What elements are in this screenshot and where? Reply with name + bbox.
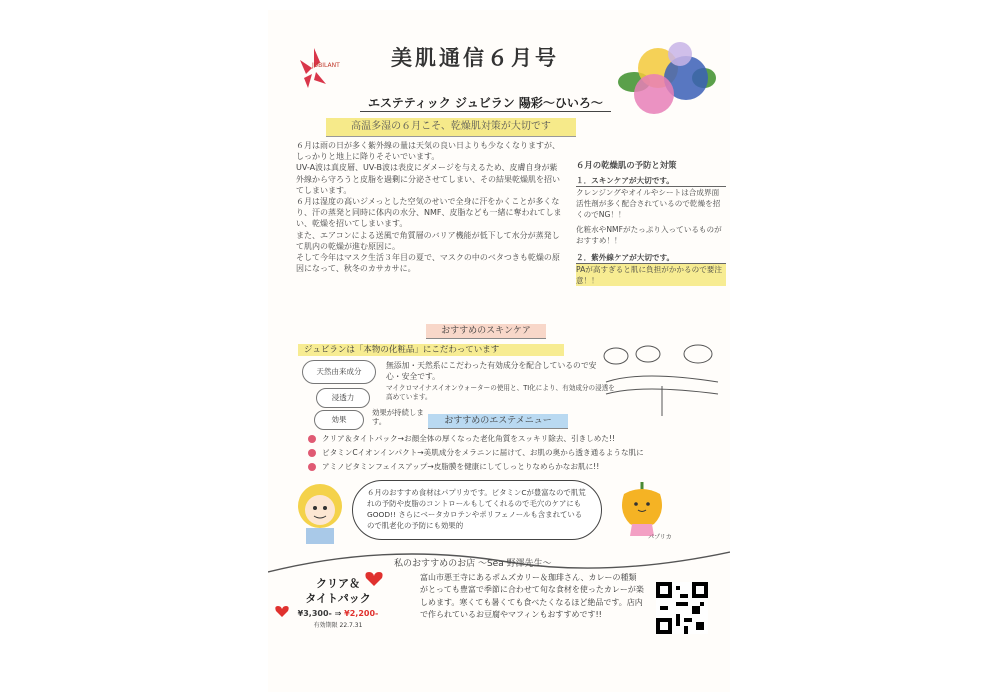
tip-uv-body: PAが高すぎると肌に負担がかかるので要注意！！ [576, 264, 726, 286]
bullet-icon [308, 449, 316, 457]
cloud-natural: 天然由来成分 [302, 360, 376, 384]
list-item [308, 432, 728, 446]
heart-icon [364, 570, 384, 588]
tip-skincare-body: クレンジングやオイルやシートは合成界面活性剤が多く配合されているので乾燥を招くのでNG！！ [576, 188, 721, 219]
list-item [308, 460, 728, 474]
price-old: ¥3,300- [297, 609, 332, 618]
tip-uv-title: ２．紫外線ケアが大切です。 [576, 252, 726, 264]
skincare-mini-description: マイクロマイナスイオンウォーターの使用と、TI化により、有効成分の浸透を高めています。 [386, 384, 615, 401]
intro-paragraph: そして今年はマスク生活３年目の夏で、マスクの中のベタつきも乾燥の原因になって、秋冬のカサカサに。 [296, 253, 560, 274]
bullet-icon [308, 435, 316, 443]
menu-item-desc: →皮脂膜を健康にしてしっとりなめらかなお肌に!! [427, 462, 600, 471]
hydrangea-illustration [614, 38, 718, 122]
menu-item-desc: →お顔全体の厚くなった老化角質をスッキリ除去、引きしめた!! [397, 434, 616, 443]
intro-paragraph: ６月は雨の日が多く紫外線の量は天気の良い日よりも少なくなりますが、しっかりと地上に降りそそいでいます。 [296, 141, 560, 162]
recommended-skincare-heading: おすすめのスキンケア [426, 324, 546, 339]
price-new: ¥2,200- [344, 609, 379, 618]
jubilant-line: ジュビランは「本物の化粧品」にこだわっています [298, 344, 564, 356]
qr-code[interactable] [656, 582, 708, 634]
tip-skincare-title: １．スキンケアが大切です。 [576, 175, 726, 187]
menu-item-name: ビタミンCイオンインパクト [322, 448, 418, 457]
promo-price [284, 609, 392, 618]
price-arrow: ⇒ [334, 609, 342, 618]
paprika-icon [612, 478, 672, 538]
tip-skincare-body2: 化粧水やNMFがたっぷり入っているものがおすすめ！！ [576, 225, 722, 245]
paprika-label: パプリカ [648, 534, 672, 541]
cloud-penetration: 浸透力 [316, 388, 370, 408]
promo-expiry: 有効期限 22.7.31 [313, 622, 363, 629]
menu-item-name: アミノビタミンフェイスアップ [322, 462, 428, 471]
intro-paragraph: ６月は湿度の高いジメっとした空気のせいで全身に汗をかくことが多くなり、汗の蒸発と同時に体内の水分、NMF、皮脂なども一緒に奪われてしまい、乾燥を招いてしまいます。 [296, 197, 562, 229]
headline-banner: 高温多湿の６月こそ、乾燥肌対策が大切です [326, 118, 576, 137]
skincare-description: 無添加・天然系にこだわった有効成分を配合しているので安心・安全です。 [386, 361, 597, 381]
newsletter-title: 美肌通信６月号 [391, 46, 559, 70]
logo-text: JUBILANT [312, 62, 340, 69]
recommended-esthe-heading: おすすめのエステメニュー [428, 414, 568, 429]
shop-text: 富山市悪王寺にあるポムズカリー＆珈琲さん、カレーの種類がとっても豊富で季節に合わせて旬な食材を使ったカレーが楽しめます。寒くても暑くても食べたくなるほど絶品です。店内で作られているお豆腐やマフィンもおすすめです!! [420, 573, 644, 620]
heart-icon [274, 604, 290, 618]
list-item [308, 446, 728, 460]
newsletter-sheet [268, 10, 730, 692]
promo-name-1: クリア＆ [316, 577, 360, 590]
intro-text [296, 140, 564, 274]
logo-icon [294, 44, 334, 94]
esthe-menu-list [308, 432, 728, 474]
bullet-icon [308, 463, 316, 471]
intro-paragraph: UV-A波は真皮層、UV-B波は表皮にダメージを与えるため、皮膚自身が紫外線から守ろうと皮脂を過剰に分泌させてしまい、その結果乾燥肌を招いてしまいます。 [296, 163, 560, 195]
food-speech-bubble: ６月のおすすめ食材はパプリカです。ビタミンCが豊富なので肌荒れの予防や皮脂のコントロールもしてくれるので毛穴のケアにもGOOD!! さらにベータカロテンやポリフェノールも含まれているので肌老化の予防にも効果的 [352, 480, 602, 540]
promo-name-2: タイトパック [305, 592, 371, 605]
skin-diagram [602, 336, 722, 422]
menu-item-name: クリア＆タイトパック [322, 434, 398, 443]
menu-item-desc: →美肌成分をメラニンに届けて、お肌の奥から透き通るような肌に [417, 448, 644, 457]
prevention-section [576, 160, 726, 286]
shop-heading: 私のおすすめのお店 〜Sea 野澤先生〜 [394, 559, 552, 569]
intro-paragraph: また、エアコンによる送風で角質層のバリア機能が低下して水分が蒸発して肌内の乾燥が進む原因に。 [296, 230, 560, 251]
girl-illustration [290, 478, 350, 546]
subtitle: エステティック ジュビラン 陽彩〜ひいろ〜 [360, 94, 611, 112]
effect-lasting: 効果が持続します。 [372, 408, 424, 426]
prevention-heading: ６月の乾燥肌の予防と対策 [576, 160, 677, 170]
cloud-effect: 効果 [314, 410, 364, 430]
